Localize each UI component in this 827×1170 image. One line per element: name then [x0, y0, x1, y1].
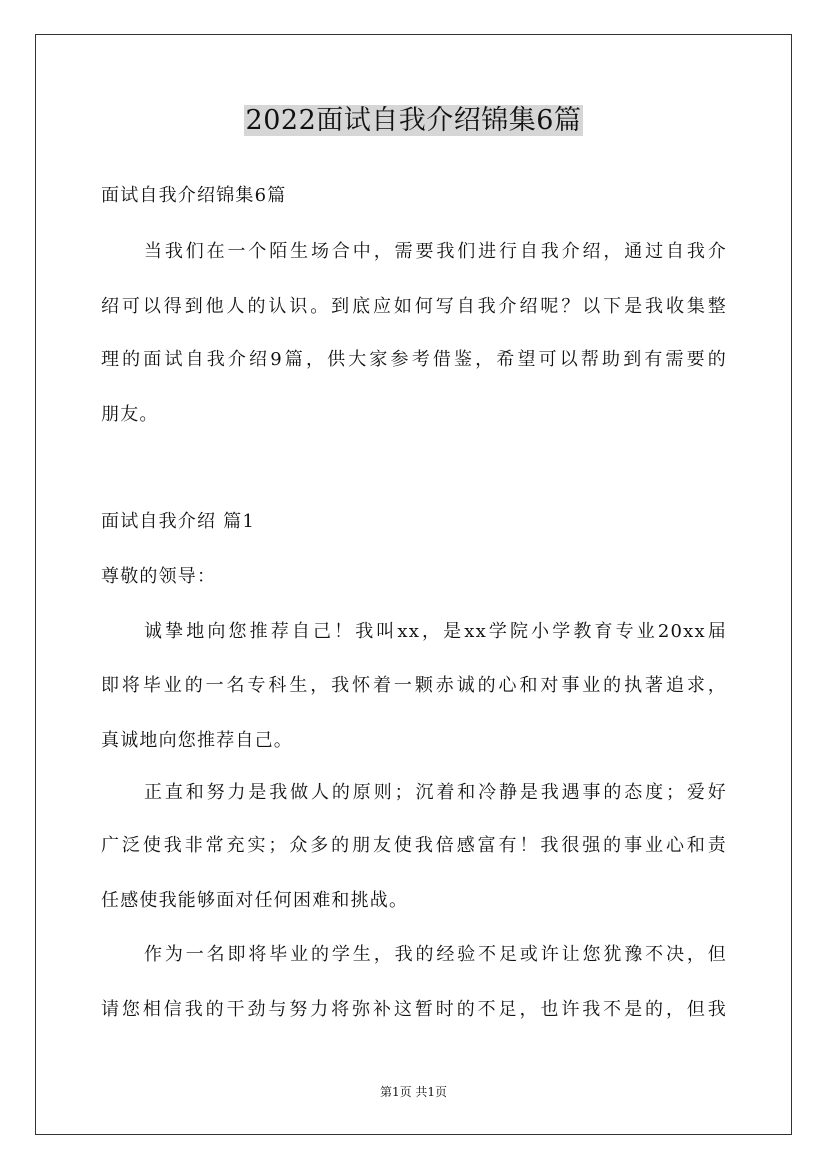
- para1-line-2: 即将毕业的一名专科生，我怀着一颗赤诚的心和对事业的执著追求，: [101, 675, 727, 696]
- para1-line-3: 真诚地向您推荐自己。: [101, 730, 293, 751]
- para2-line-2: 广泛使我非常充实；众多的朋友使我倍感富有！我很强的事业心和责: [101, 835, 727, 856]
- intro-line-2: 绍可以得到他人的认识。到底应如何写自我介绍呢？以下是我收集整: [101, 296, 727, 317]
- para3-line-2: 请您相信我的干劲与努力将弥补这暂时的不足，也许我不是的，但我: [101, 999, 727, 1020]
- para2-line-1: 正直和努力是我做人的原则；沉着和冷静是我遇事的态度；爱好: [144, 782, 727, 803]
- document-title-text: 2022面试自我介绍锦集6篇: [245, 105, 582, 136]
- page-footer: 第1页 共1页: [379, 1085, 448, 1099]
- intro-line-1: 当我们在一个陌生场合中，需要我们进行自我介绍，通过自我介: [144, 241, 727, 262]
- para1-line-1: 诚挚地向您推荐自己！我叫xx，是xx学院小学教育专业20xx届: [144, 621, 727, 642]
- section-heading: 面试自我介绍 篇1: [101, 511, 255, 532]
- subtitle: 面试自我介绍锦集6篇: [101, 185, 287, 206]
- intro-line-4: 朋友。: [101, 404, 159, 425]
- intro-line-3: 理的面试自我介绍9篇，供大家参考借鉴，希望可以帮助到有需要的: [101, 349, 727, 370]
- salutation: 尊敬的领导：: [101, 566, 217, 587]
- para3-line-1: 作为一名即将毕业的学生，我的经验不足或许让您犹豫不决，但: [144, 944, 727, 965]
- para2-line-3: 任感使我能够面对任何困难和挑战。: [101, 890, 409, 911]
- document-title: [0, 100, 827, 142]
